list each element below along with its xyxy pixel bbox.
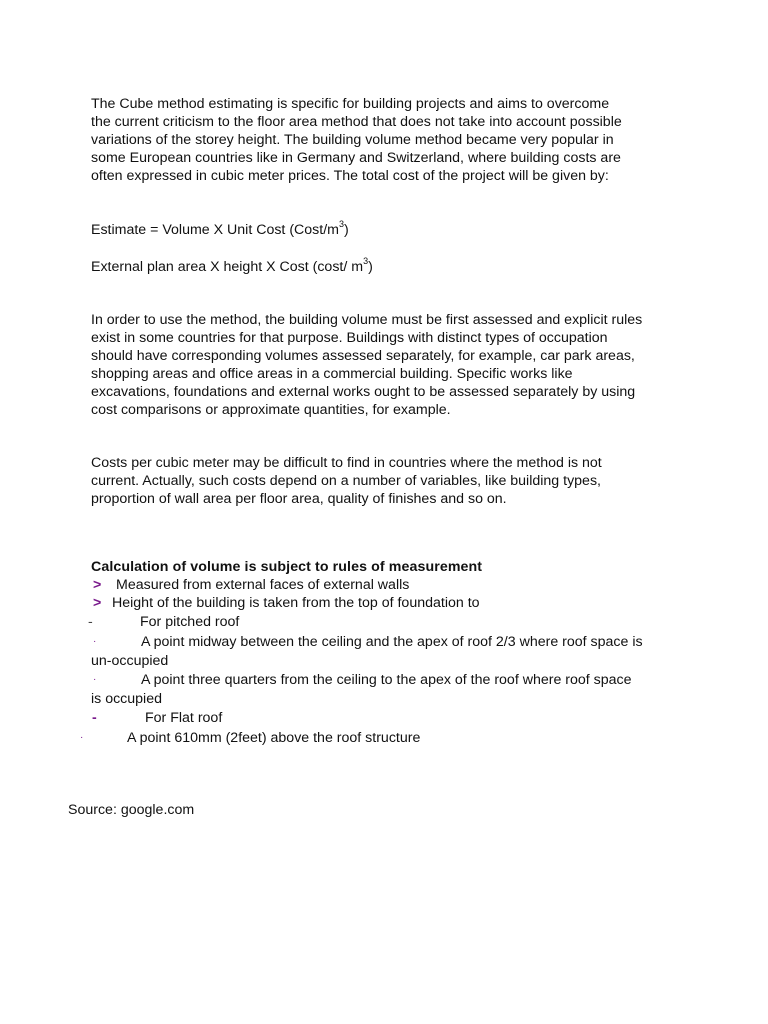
formula-estimate <box>91 221 349 239</box>
formula-text: Estimate = Volume X Unit Cost (Cost/m <box>91 222 339 238</box>
paragraph-line: excavations, foundations and external works ought to be assessed separately by using <box>91 384 636 400</box>
paragraph-line: often expressed in cubic meter prices. The total cost of the project will be given by: <box>91 168 609 184</box>
paragraph-line: some European countries like in Germany and Switzerland, where building costs are <box>91 150 621 166</box>
formula-close: ) <box>344 222 349 238</box>
measurement-heading: Calculation of volume is subject to rules of measurement <box>91 559 483 575</box>
dash-icon: - <box>88 614 93 630</box>
paragraph-line: In order to use the method, the building volume must be first assessed and explicit rules <box>91 312 643 328</box>
formula-external-plan <box>91 258 373 276</box>
intro-paragraph <box>91 95 691 185</box>
list-item-text: For Flat roof <box>145 710 223 726</box>
chevron-right-icon: > <box>93 595 102 611</box>
formula-superscript: 3 <box>338 219 344 230</box>
list-item-text: A point midway between the ceiling and the apex of roof 2/3 where roof space is <box>141 634 643 650</box>
dash-icon: - <box>92 710 97 726</box>
paragraph-line: shopping areas and office areas in a commercial building. Specific works like <box>91 366 573 382</box>
list-item-text: is occupied <box>91 691 162 707</box>
list-item-text: A point three quarters from the ceiling to the apex of the roof where roof space <box>141 672 632 688</box>
list-item-text: Measured from external faces of external walls <box>116 577 410 593</box>
bullet-dot-icon: · <box>93 636 97 647</box>
formula-close: ) <box>368 259 373 275</box>
paragraph-line: exist in some countries for that purpose. Buildings with distinct types of occupation <box>91 330 608 346</box>
paragraph-line: proportion of wall area per floor area, quality of finishes and so on. <box>91 491 507 507</box>
list-item-text: For pitched roof <box>140 614 240 630</box>
formula-superscript: 3 <box>363 256 369 267</box>
bullet-dot-icon: · <box>93 674 97 685</box>
paragraph-line: the current criticism to the floor area method that does not take into account possible <box>91 114 622 130</box>
chevron-right-icon: > <box>93 577 102 593</box>
paragraph-line: Costs per cubic meter may be difficult to find in countries where the method is not <box>91 455 602 471</box>
list-item-text: Height of the building is taken from the top of foundation to <box>112 595 480 611</box>
paragraph-line: should have corresponding volumes assessed separately, for example, car park areas, <box>91 348 635 364</box>
paragraph-line: current. Actually, such costs depend on a number of variables, like building types, <box>91 473 601 489</box>
paragraph-line: cost comparisons or approximate quantities, for example. <box>91 402 451 418</box>
list-item-text: A point 610mm (2feet) above the roof structure <box>127 730 421 746</box>
source-citation: Source: google.com <box>68 802 195 818</box>
bullet-dot-icon: · <box>80 732 84 743</box>
costs-paragraph <box>91 454 691 508</box>
list-item-text: un-occupied <box>91 653 169 669</box>
formula-text: External plan area X height X Cost (cost/ m <box>91 259 364 275</box>
paragraph-line: variations of the storey height. The building volume method became very popular in <box>91 132 614 148</box>
paragraph-line: The Cube method estimating is specific for building projects and aims to overcome <box>91 96 610 112</box>
method-paragraph <box>91 311 691 419</box>
